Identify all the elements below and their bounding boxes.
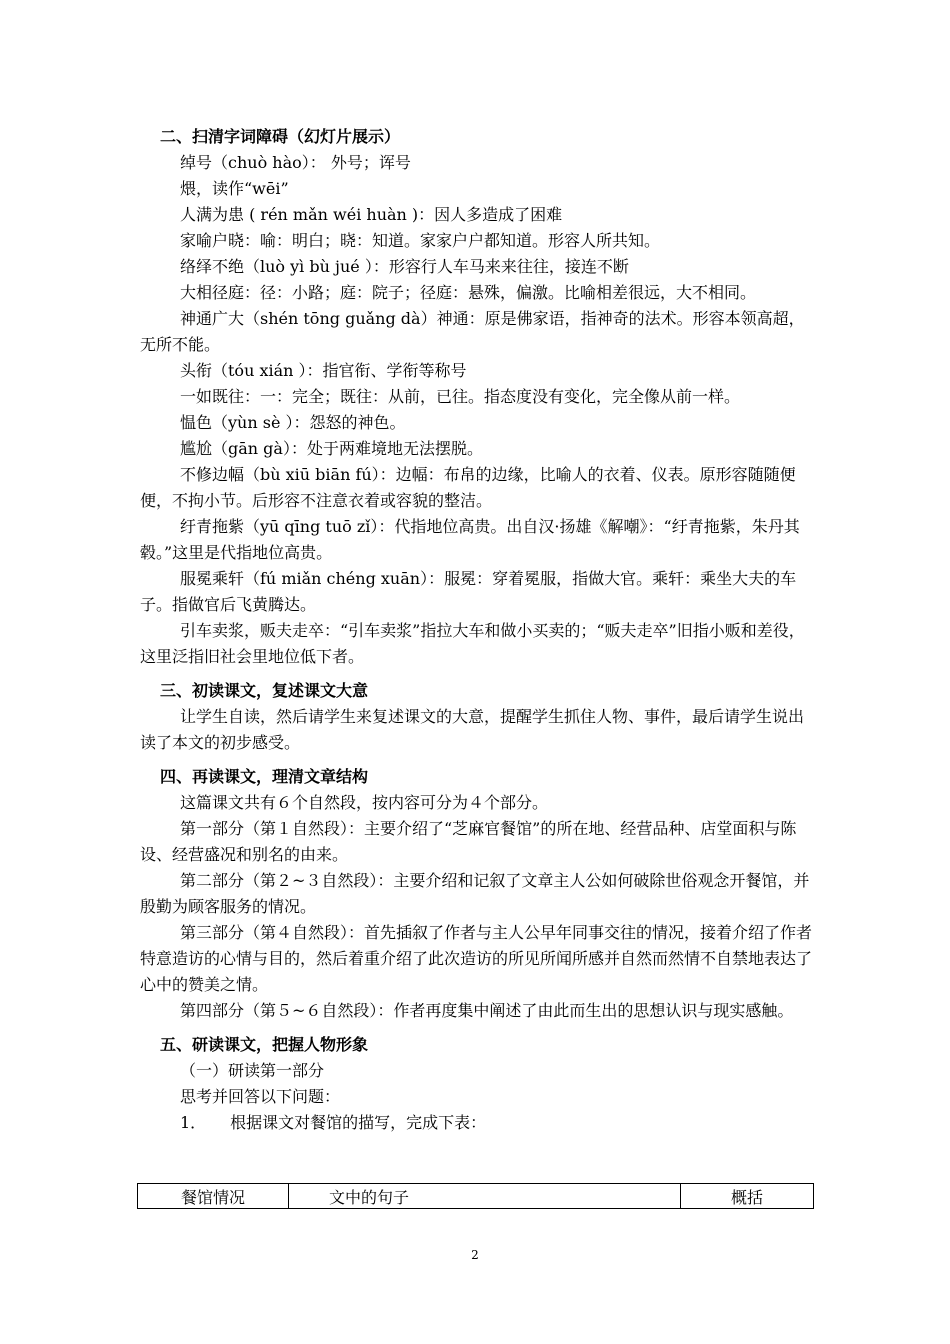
section-4-heading: 四、再读课文，理清文章结构 — [160, 767, 369, 786]
vocab-line: 家喻户晓：喻：明白；晓：知道。家家户户都知道。形容人所共知。 — [180, 231, 661, 250]
table-header-row — [138, 1184, 814, 1209]
paragraph: 让学生自读，然后请学生来复述课文的大意，提醒学生抓住人物、事件，最后请学生说出读了本文的初步感受。 — [140, 707, 805, 752]
section-2-heading: 二、扫清字词障碍（幻灯片展示） — [160, 127, 401, 146]
vocab-line: 尴尬（gān gà）：处于两难境地无法摆脱。 — [180, 439, 483, 458]
table-header-cell: 餐馆情况 — [138, 1184, 289, 1209]
restaurant-table — [137, 1183, 814, 1209]
vocab-line: 绰号（chuò hào）： 外号；诨号 — [180, 153, 411, 172]
vocab-line: 引车卖浆，贩夫走卒：“引车卖浆”指拉大车和做小买卖的；“贩夫走卒”旧指小贩和差役，这里泛指旧社会里地位低下者。 — [140, 621, 805, 666]
vocab-line: 人满为患 ( rén mǎn wéi huàn )：因人多造成了困难 — [180, 205, 563, 224]
section-3-heading: 三、初读课文，复述课文大意 — [160, 681, 369, 700]
vocab-line: 络绎不绝（luò yì bù jué ）：形容行人车马来来往往，接连不断 — [180, 257, 629, 276]
vocab-line: 神通广大（shén tōng guǎng dà）神通：原是佛家语，指神奇的法术。形容本领高超，无所不能。 — [140, 309, 805, 354]
vocab-line: 纡青拖紫（yū qīng tuō zǐ）：代指地位高贵。出自汉·扬雄《解嘲》：“纡青拖紫，朱丹其毂。”这里是代指地位高贵。 — [140, 517, 800, 562]
paragraph: 这篇课文共有６个自然段，按内容可分为４个部分。 — [180, 793, 549, 812]
vocab-line: 大相径庭：径：小路；庭：院子；径庭：悬殊，偏激。比喻相差很远，大不相同。 — [180, 283, 757, 302]
paragraph: 第二部分（第２~３自然段）：主要介绍和记叙了文章主人公如何破除世俗观念开餐馆，并殷勤为顾客服务的情况。 — [140, 871, 810, 916]
table-header-cell: 概括 — [681, 1184, 814, 1209]
vocab-line: 不修边幅（bù xiū biān fú）：边幅：布帛的边缘，比喻人的衣着、仪表。原形容随随便便，不拘小节。后形容不注意衣着或容貌的整洁。 — [140, 465, 796, 510]
subheading: （一）研读第一部分 — [180, 1061, 325, 1080]
paragraph: 第一部分（第１自然段）：主要介绍了“芝麻官餐馆”的所在地、经营品种、店堂面积与陈设、经营盛况和别名的由来。 — [140, 819, 797, 864]
section-2 — [140, 124, 815, 1136]
page-number: 2 — [471, 1248, 479, 1262]
vocab-line: 一如既往：一：完全；既往：从前，已往。指态度没有变化，完全像从前一样。 — [180, 387, 741, 406]
paragraph: 思考并回答以下问题： — [180, 1087, 341, 1106]
question-1: 1． 根据课文对餐馆的描写，完成下表： — [180, 1113, 487, 1132]
vocab-line: 服冕乘轩（fú miǎn chéng xuān）：服冕：穿着冕服，指做大官。乘轩：乘坐大夫的车子。指做官后飞黄腾达。 — [140, 569, 797, 614]
vocab-line: 头衔（tóu xián ）：指官衔、学衔等称号 — [180, 361, 467, 380]
vocab-line: 煨，读作“wēi” — [180, 179, 289, 198]
paragraph: 第四部分（第５~６自然段）：作者再度集中阐述了由此而生出的思想认识与现实感触。 — [180, 1001, 794, 1020]
paragraph: 第三部分（第４自然段）：首先插叙了作者与主人公早年同事交往的情况，接着介绍了作者特意造访的心情与目的，然后着重介绍了此次造访的所见所闻所感并自然而然情不自禁地表达了心中的赞美之情。 — [140, 923, 813, 994]
table-header-cell: 文中的句子 — [289, 1184, 681, 1209]
vocab-line: 愠色（yùn sè ）：怨怒的神色。 — [180, 413, 406, 432]
section-5-heading: 五、研读课文，把握人物形象 — [160, 1035, 369, 1054]
